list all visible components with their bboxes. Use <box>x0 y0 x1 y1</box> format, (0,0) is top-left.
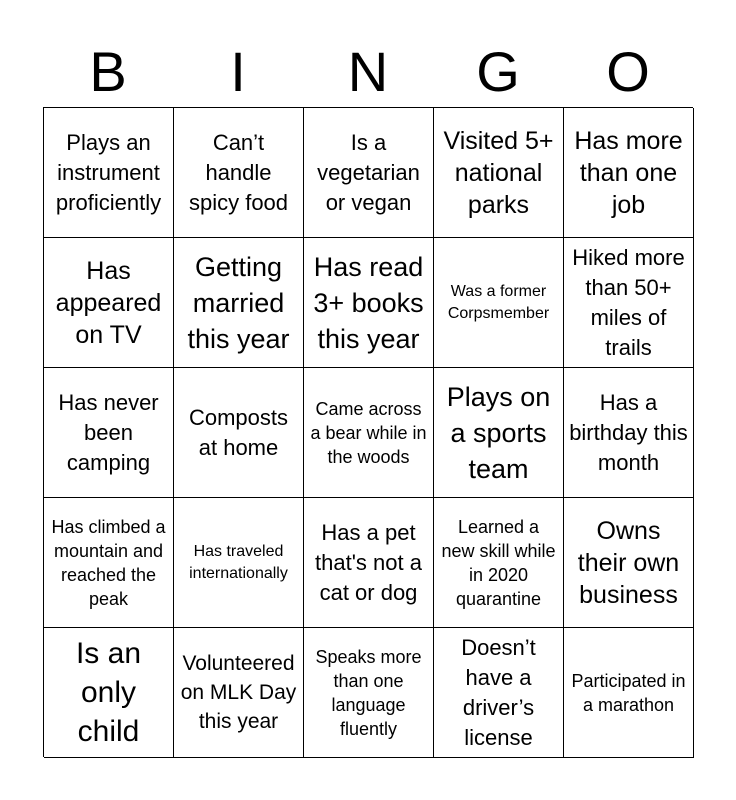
bingo-cell[interactable] <box>174 368 304 498</box>
bingo-cell[interactable] <box>434 628 564 758</box>
bingo-cell[interactable] <box>44 238 174 368</box>
cell-text: Speaks more than one language fluently <box>315 646 422 739</box>
cell-text: Plays an instrument proficiently <box>55 129 162 215</box>
bingo-cell[interactable] <box>44 628 174 758</box>
header-letter-o: O <box>606 40 650 103</box>
cell-text: Has climbed a mountain and reached the peak <box>51 516 166 609</box>
cell-text: Doesn’t have a driver’s license <box>461 634 536 750</box>
cell-text: Has more than one job <box>574 126 683 219</box>
cell-text: Has appeared on TV <box>55 256 162 349</box>
cell-text: Composts at home <box>188 404 289 460</box>
bingo-cell[interactable] <box>174 238 304 368</box>
bingo-cell[interactable] <box>174 628 304 758</box>
cell-text: Can’t handle spicy food <box>188 129 289 215</box>
cell-text: Visited 5+ national parks <box>443 126 554 219</box>
cell-text: Has a birthday this month <box>569 389 688 475</box>
cell-text: Volunteered on MLK Day this year <box>180 652 297 733</box>
cell-text: Has read 3+ books this year <box>313 251 424 354</box>
cell-text: Has traveled internationally <box>189 542 288 582</box>
bingo-cell[interactable] <box>564 628 694 758</box>
cell-text: Has a pet that's not a cat or dog <box>315 519 422 605</box>
cell-text: Getting married this year <box>187 251 290 354</box>
bingo-cell[interactable] <box>304 108 434 238</box>
bingo-cell[interactable] <box>174 108 304 238</box>
cell-text: Owns their own business <box>577 516 680 609</box>
bingo-cell[interactable] <box>44 108 174 238</box>
bingo-cell[interactable] <box>564 368 694 498</box>
bingo-cell[interactable] <box>434 108 564 238</box>
cell-text: Is a vegetarian or vegan <box>317 129 420 215</box>
bingo-cell[interactable] <box>304 628 434 758</box>
cell-text: Was a former Corpsmember <box>447 282 550 322</box>
cell-text: Participated in a marathon <box>571 670 686 715</box>
header-letter-i: I <box>230 40 246 103</box>
cell-text: Hiked more than 50+ miles of trails <box>572 244 685 360</box>
bingo-cell[interactable] <box>434 238 564 368</box>
header-letter-n: N <box>347 40 389 103</box>
bingo-cell[interactable] <box>304 368 434 498</box>
bingo-cell[interactable] <box>304 498 434 628</box>
bingo-cell[interactable] <box>434 368 564 498</box>
bingo-cell[interactable] <box>564 108 694 238</box>
bingo-header <box>43 36 693 108</box>
cell-text: Plays on a sports team <box>446 381 551 484</box>
cell-text: Has never been camping <box>58 389 159 475</box>
bingo-cell[interactable] <box>304 238 434 368</box>
bingo-cell[interactable] <box>44 498 174 628</box>
bingo-cell[interactable] <box>44 368 174 498</box>
bingo-cell[interactable] <box>434 498 564 628</box>
bingo-board <box>43 107 693 757</box>
header-letter-g: G <box>476 40 520 103</box>
cell-text: Came across a bear while in the woods <box>310 398 427 467</box>
bingo-cell[interactable] <box>564 498 694 628</box>
cell-text: Is an only child <box>75 637 142 748</box>
header-letter-b: B <box>89 40 127 103</box>
bingo-cell[interactable] <box>174 498 304 628</box>
cell-text: Learned a new skill while in 2020 quarantine <box>441 516 556 609</box>
bingo-cell[interactable] <box>564 238 694 368</box>
